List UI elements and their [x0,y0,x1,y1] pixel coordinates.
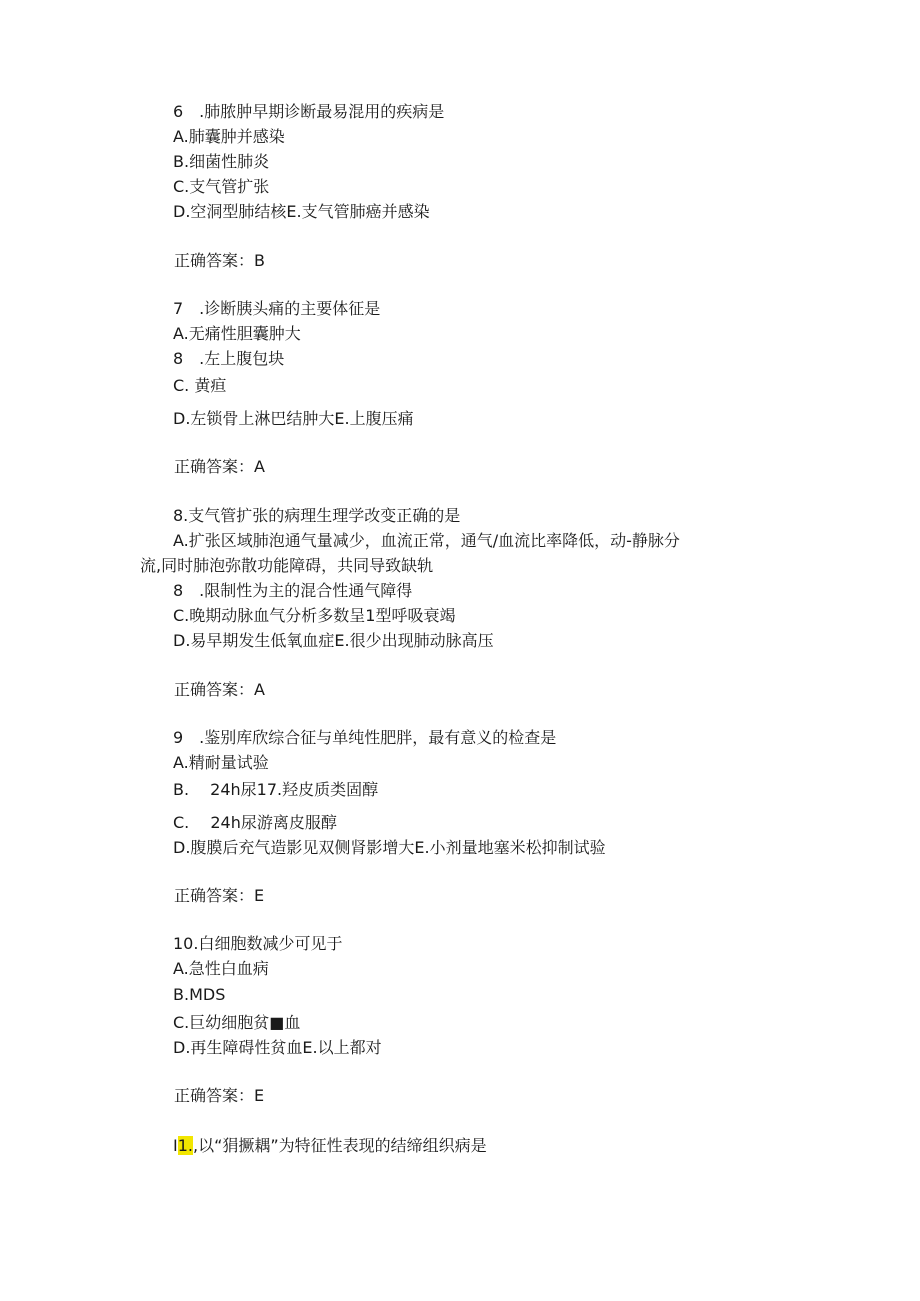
question-8-stem: 8.支气管扩张的病理生理学改变正确的是 [173,506,461,525]
question-10-option-b: B.MDS [173,985,226,1004]
question-11-text: ,以“狷撅耦”为特征性表现的结缔组织病是 [192,1136,487,1155]
question-11-prefix: I [173,1136,178,1155]
question-6-option-de: D.空洞型肺结核E.支气管肺癌并感染 [173,202,430,221]
question-7-option-a: A.无痛性胆囊肿大 [173,324,301,343]
question-7-stem: 7 .诊断胰头痛的主要体征是 [173,299,381,318]
question-8-option-a-continued: 流,同时肺泡弥散功能障碍，共同导致缺轨 [140,556,434,575]
question-9-stem: 9 .鉴别库欣综合征与单纯性肥胖，最有意义的检查是 [173,728,557,747]
question-7-option-b: 8 .左上腹包块 [173,349,285,368]
question-9-option-a: A.精耐量试验 [173,753,269,772]
question-7-option-de: D.左锁骨上淋巴结肿大E.上腹压痛 [173,409,414,428]
question-10-stem: 10.白细胞数减少可见于 [173,934,343,953]
question-11-number-highlight: 1. [177,1136,193,1155]
question-10-option-de: D.再生障碍性贫血E.以上都对 [173,1038,382,1057]
question-9-option-b: B. 24h尿17.羟皮质类固醇 [173,780,379,799]
question-6-option-b: B.细菌性肺炎 [173,152,270,171]
question-8-option-de: D.易早期发生低氧血症E.很少出现肺动脉高压 [173,631,494,650]
question-10-answer: 正确答案：E [174,1086,265,1105]
question-8-answer: 正确答案：A [174,680,265,699]
question-9-option-c: C. 24h尿游离皮服醇 [173,813,337,832]
question-6-option-a: A.肺囊肿并感染 [173,127,285,146]
question-6-option-c: C.支气管扩张 [173,177,270,196]
question-10-option-c: C.巨幼细胞贫■血 [173,1013,301,1032]
question-7-option-c: C. 黄疸 [173,376,227,395]
question-7-answer: 正确答案：A [174,457,265,476]
question-8-option-b: 8 .限制性为主的混合性通气障得 [173,581,413,600]
question-9-answer: 正确答案：E [174,886,265,905]
question-6-stem: 6 .肺脓肿早期诊断最易混用的疾病是 [173,102,445,121]
question-9-option-de: D.腹膜后充气造影见双侧肾影增大E.小剂量地塞米松抑制试验 [173,838,606,857]
question-8-option-c: C.晚期动脉血气分析多数呈1型呼吸衰竭 [173,606,456,625]
question-6-answer: 正确答案：B [174,251,265,270]
question-10-option-a: A.急性白血病 [173,959,269,978]
question-11-stem [173,1136,487,1156]
question-8-option-a: A.扩张区域肺泡通气量减少，血流正常，通气/血流比率降低，动-静脉分 [173,531,680,550]
